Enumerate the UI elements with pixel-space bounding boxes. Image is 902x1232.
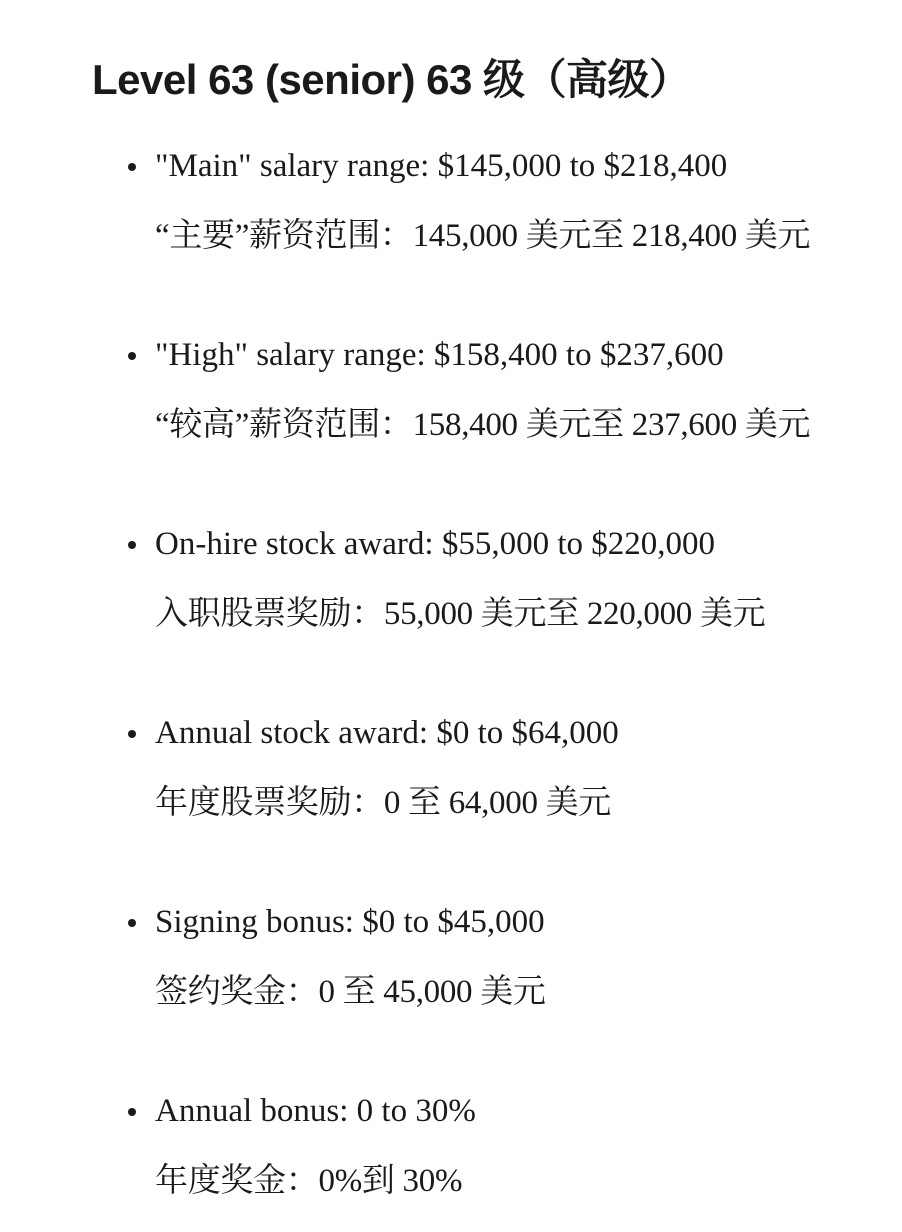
bullet-icon (128, 1108, 136, 1116)
list-item-annual-stock (155, 710, 895, 826)
bullet-icon (128, 919, 136, 927)
item-text-en: "Main" salary range: $145,000 to $218,400 (155, 148, 728, 184)
bullet-icon (128, 163, 136, 171)
page-title: Level 63 (senior) 63 级（高级） (92, 56, 691, 103)
item-text-en: Annual stock award: $0 to $64,000 (155, 715, 619, 751)
item-text-zh: “较高”薪资范围：158,400 美元至 237,600 美元 (155, 407, 811, 443)
list-item-high-salary (155, 332, 895, 448)
item-text-en: Annual bonus: 0 to 30% (155, 1093, 476, 1129)
item-text-zh: 年度股票奖励：0 至 64,000 美元 (155, 785, 612, 821)
list-item-annual-bonus (155, 1088, 895, 1204)
list-item-signing-bonus (155, 899, 895, 1015)
bullet-icon (128, 730, 136, 738)
bullet-icon (128, 541, 136, 549)
item-text-en: "High" salary range: $158,400 to $237,600 (155, 337, 724, 373)
item-text-zh: 入职股票奖励：55,000 美元至 220,000 美元 (155, 596, 766, 632)
item-text-zh: “主要”薪资范围：145,000 美元至 218,400 美元 (155, 218, 811, 254)
list-item-main-salary (155, 143, 895, 259)
item-text-en: Signing bonus: $0 to $45,000 (155, 904, 545, 940)
list-item-on-hire-stock (155, 521, 895, 637)
item-text-zh: 签约奖金：0 至 45,000 美元 (155, 974, 546, 1010)
bullet-icon (128, 352, 136, 360)
item-text-zh: 年度奖金：0%到 30% (155, 1163, 463, 1199)
item-text-en: On-hire stock award: $55,000 to $220,000 (155, 526, 715, 562)
